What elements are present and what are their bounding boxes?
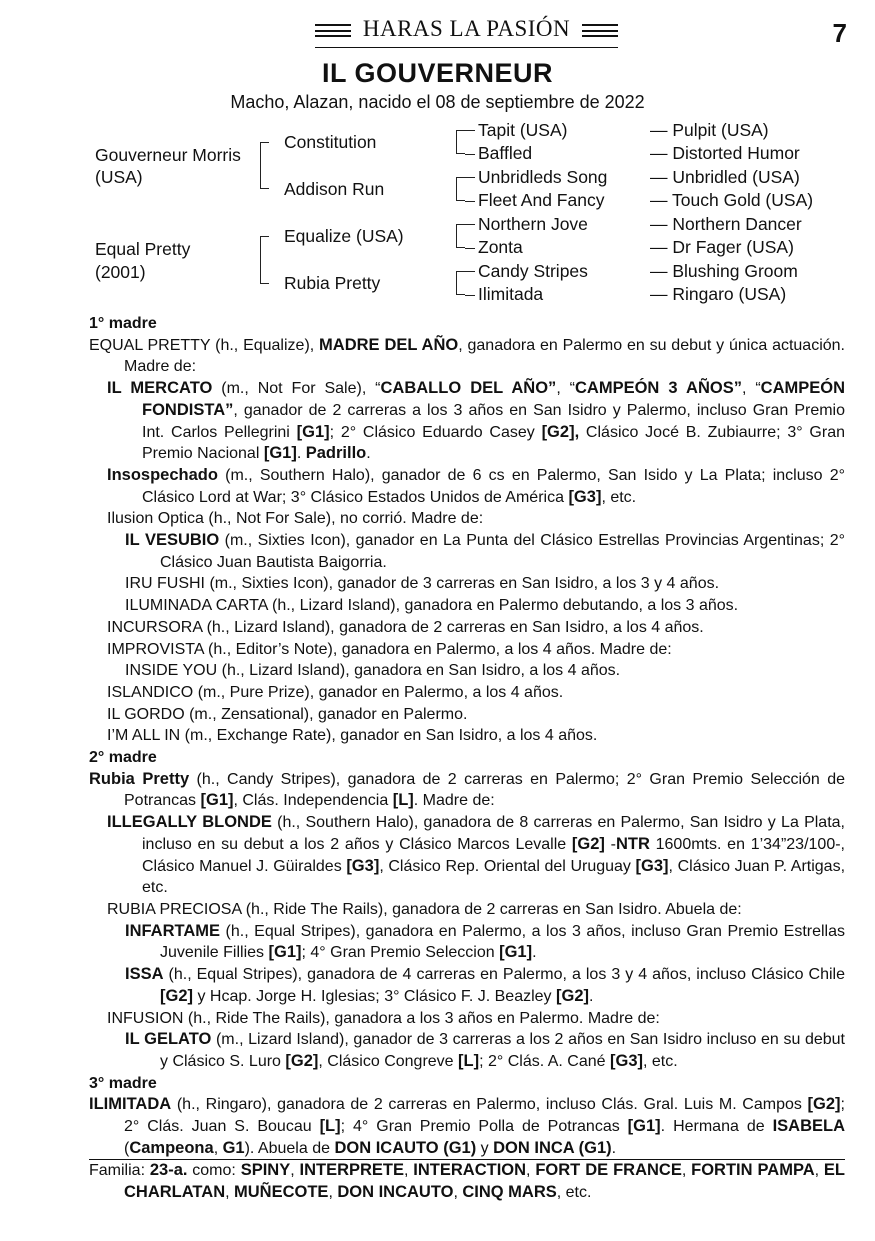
produce-entry (89, 1029, 845, 1072)
sire-name-part2: (USA) (95, 167, 143, 187)
text-run: Familia: (89, 1162, 150, 1180)
bold-text: INTERACTION (413, 1161, 527, 1180)
produce-entry (89, 1159, 845, 1203)
bold-text: SPINY (240, 1161, 291, 1180)
bold-text: [G1] (268, 943, 302, 962)
text-run: , etc. (601, 488, 637, 506)
bold-text: INFARTAME (125, 921, 221, 940)
text-run: ISLANDICO (m., Pure Prize), ganador en Palermo, a los 4 años. (107, 683, 564, 701)
bold-text: [G3] (635, 856, 669, 875)
bold-text: FORTIN PAMPA (691, 1161, 815, 1180)
text-run: . (611, 1139, 617, 1157)
text-run: , etc. (643, 1052, 678, 1070)
section-heading (89, 1073, 845, 1095)
produce-entry (89, 639, 845, 661)
text-run: (h., Equal Stripes), ganadora en Palermo, a los 3 años, incluso Gran Premio Estrellas Juvenile Fillies (160, 922, 845, 962)
bracket-connector (465, 295, 475, 296)
text-run: Ilusion Optica (h., Not For Sale), no corrió. Madre de: (107, 510, 484, 528)
dam-dam: Rubia Pretty (284, 273, 381, 293)
text-run: . (588, 987, 594, 1005)
gen3-candy-stripes: Candy Stripes (478, 261, 588, 281)
text-run: y Hcap. Jorge H. Iglesias; 3° Clásico F. J. Beazley (193, 987, 556, 1005)
text-run: (m., Not For Sale), “ (212, 380, 381, 398)
bold-text: [L] (319, 1117, 341, 1136)
bold-text: [G2] (555, 986, 589, 1005)
bracket-gen3-3 (456, 224, 465, 248)
text-run: Clásico Jocé B. Zubiaurre; 3° Gran Premio Nacional (142, 423, 845, 463)
text-run: y (476, 1139, 494, 1157)
bold-text: ILIMITADA (89, 1095, 172, 1114)
bracket-connector (465, 130, 475, 131)
gen3-unbridleds-song: Unbridleds Song (478, 167, 608, 187)
bold-text: INTERPRETE (299, 1161, 405, 1180)
text-run: INSIDE YOU (h., Lizard Island), ganadora en San Isidro, a los 4 años. (125, 662, 621, 680)
text-run: , Clásico Juan P. Artigas, etc. (142, 857, 846, 897)
section-heading (89, 313, 845, 335)
text-run: , Clás. Independencia (233, 792, 393, 810)
text-run: , Clásico Congreve (318, 1052, 459, 1070)
gen4-touch-gold: — Touch Gold (USA) (650, 190, 814, 210)
horse-name: IL GOUVERNEUR (321, 58, 554, 88)
bold-text: [G3] (610, 1051, 643, 1070)
horse-description: Macho, Alazan, nacido el 08 de septiembre de 2022 (230, 92, 645, 112)
produce-entry (89, 378, 845, 465)
bold-text: IL GELATO (125, 1030, 212, 1049)
produce-entry (89, 1094, 845, 1159)
produce-entry (89, 335, 845, 378)
text-run: EQUAL PRETTY (h., Equalize), (89, 336, 320, 354)
produce-entry (89, 769, 845, 812)
text-run: . (532, 944, 537, 962)
gen4-distorted-humor: — Distorted Humor (650, 143, 800, 163)
text-run: 2° madre (89, 749, 157, 767)
gen4-unbridled: — Unbridled (USA) (650, 167, 800, 187)
text-run: ; 2° Clás. A. Cané (479, 1052, 610, 1070)
text-run: (h., Ringaro), ganadora de 2 carreras en Palermo, incluso Clás. Gral. Luis M. Campos (171, 1096, 808, 1114)
produce-entry (89, 704, 845, 726)
bold-text: Rubia Pretty (89, 769, 190, 788)
text-run: 1° madre (89, 315, 157, 332)
text-run: 1600mts. en 1’34”23/100-, Clásico Manuel J. Güiraldes (142, 835, 845, 875)
page-number: 7 (832, 18, 847, 48)
produce-entry (89, 617, 845, 639)
bold-text: [G1] (499, 943, 533, 962)
text-run: - (604, 835, 616, 853)
produce-entry (89, 1008, 845, 1030)
bold-text: IL VESUBIO (125, 531, 220, 550)
bracket-connector (465, 248, 475, 249)
produce-entry (89, 682, 845, 704)
dam-name-part1: Equal Pretty (95, 239, 191, 259)
bold-text: [G2], (541, 422, 580, 441)
gen4-northern-dancer: — Northern Dancer (650, 214, 802, 234)
text-run: como: (187, 1162, 241, 1180)
bracket-gen3-4 (456, 271, 465, 295)
text-run: , (404, 1162, 414, 1180)
bold-text: MUÑECOTE (234, 1183, 329, 1202)
bold-text: ISSA (125, 965, 164, 984)
bold-text: DON ICAUTO (G1) (334, 1138, 477, 1157)
text-run: IL GORDO (m., Zensational), ganador en Palermo. (107, 705, 468, 723)
text-run: , ganador de 2 carreras a los 3 años en San Isidro y Palermo, incluso Gran Premio Int. Carlos Pellegrini (142, 401, 845, 441)
produce-entry (89, 595, 845, 617)
produce-entry (89, 899, 845, 921)
brand-name: HARAS LA PASIÓN (362, 16, 571, 41)
text-run: ; 2° Clásico Eduardo Casey (329, 423, 542, 441)
text-run: (m., Sixties Icon), ganador en La Punta del Clásico Estrellas Provincias Argentinas; 2° Clásico Juan Bautista Baigorria. (160, 532, 846, 571)
bold-text: CINQ MARS (462, 1183, 557, 1202)
sire-sire: Constitution (284, 132, 377, 152)
gen3-tapit: Tapit (USA) (478, 120, 568, 140)
bold-text: [G3] (346, 856, 380, 875)
bold-text: [L] (458, 1051, 480, 1070)
bracket-gen3-1 (456, 130, 465, 154)
bold-text: [L] (392, 791, 414, 810)
produce-entry (89, 660, 845, 682)
text-run: , (681, 1162, 692, 1180)
bold-text: [G1] (296, 422, 330, 441)
gen3-zonta: Zonta (478, 237, 523, 257)
produce-entry (89, 964, 845, 1007)
text-run: 3° madre (89, 1074, 157, 1092)
produce-entry (89, 725, 845, 747)
bold-text: [G2] (285, 1051, 319, 1070)
text-run: , (328, 1184, 338, 1202)
text-run: RUBIA PRECIOSA (h., Ride The Rails), ganadora de 2 carreras en San Isidro. Abuela de: (107, 900, 742, 918)
text-run: ILUMINADA CARTA (h., Lizard Island), ganadora en Palermo debutando, a los 3 años. (125, 597, 739, 615)
produce-entry (89, 530, 845, 573)
gen3-ilimitada: Ilimitada (478, 284, 544, 304)
bracket-connector (465, 224, 475, 225)
section-heading (89, 747, 845, 769)
bold-text: [G2] (807, 1095, 841, 1114)
text-run: ). Abuela de (244, 1139, 335, 1157)
produce-entry (89, 921, 845, 964)
text-run: , Clásico Rep. Oriental del Uruguay (379, 857, 636, 875)
bold-text: CAMPEÓN 3 AÑOS” (575, 379, 742, 398)
bold-text: 23-a. (149, 1161, 188, 1180)
text-run: . Madre de: (413, 792, 495, 810)
bold-text: [G2] (571, 834, 605, 853)
bold-text: G1 (222, 1138, 245, 1157)
bold-text: CAMPEÓN FONDISTA” (142, 379, 846, 419)
bracket-connector (465, 177, 475, 178)
bold-text: NTR (615, 834, 650, 853)
text-run: INCURSORA (h., Lizard Island), ganadora de 2 carreras en San Isidro, a los 4 años. (107, 618, 704, 636)
text-run: (h., Candy Stripes), ganadora de 2 carreras en Palermo; 2° Gran Premio Selección de Potrancas (124, 770, 846, 810)
bold-text: Campeona (129, 1138, 214, 1157)
text-run: (m., Lizard Island), ganador de 3 carreras a los 2 años en San Isidro incluso en su debut y Clásico S. Luro (160, 1031, 846, 1070)
produce-entry (89, 812, 845, 899)
text-run: ; 4° Gran Premio Polla de Potrancas (340, 1118, 628, 1136)
text-run: , ganadora en Palermo en su debut y única actuación. Madre de: (124, 336, 846, 376)
text-run: INFUSION (h., Ride The Rails), ganadora a los 3 años en Palermo. Madre de: (107, 1009, 660, 1027)
sire-dam: Addison Run (284, 179, 385, 199)
text-run: , (814, 1162, 824, 1180)
sire-name-part1: Gouverneur Morris (95, 145, 241, 165)
bold-text: Insospechado (107, 465, 218, 484)
bold-text: [G3] (568, 487, 602, 506)
bold-text: DON INCAUTO (337, 1183, 454, 1202)
gen3-northern-jove: Northern Jove (478, 214, 588, 234)
bold-text: [G1] (200, 791, 234, 810)
bold-text: FORT DE FRANCE (535, 1161, 682, 1180)
bold-text: IL MERCATO (107, 379, 213, 398)
text-run: , (225, 1184, 235, 1202)
text-run: , (453, 1184, 463, 1202)
bold-text: ISABELA (772, 1117, 845, 1136)
produce-entry (89, 465, 845, 508)
bold-text: CABALLO DEL AÑO” (380, 379, 557, 398)
text-run: , (526, 1162, 536, 1180)
bold-text: DON INCA (G1) (493, 1138, 612, 1157)
text-run: IRU FUSHI (m., Sixties Icon), ganador de 3 carreras en San Isidro, a los 3 y 4 años. (125, 575, 720, 593)
text-run: ; 2° Clás. Juan S. Boucau (124, 1096, 845, 1136)
text-run: (m., Southern Halo), ganador de 6 cs en Palermo, San Isido y La Plata; incluso 2° Clásico Lord at War; 3° Clásico Estados Unidos de América (142, 466, 845, 506)
gen3-fleet-and-fancy: Fleet And Fancy (478, 190, 605, 210)
text-run: (h., Southern Halo), ganadora de 8 carreras en Palermo, San Isidro y La Plata, incluso en su debut a los 2 años y Clásico Marcos Levalle (142, 814, 845, 853)
text-run: ; 4° Gran Premio Seleccion (301, 944, 500, 962)
produce-record (89, 313, 845, 1204)
bold-text: MADRE DEL AÑO (319, 335, 459, 354)
text-run: , etc. (556, 1184, 592, 1202)
bracket-gen3-2 (456, 177, 465, 201)
gen4-ringaro: — Ringaro (USA) (650, 284, 787, 304)
bracket-connector (465, 201, 475, 202)
text-run: , (290, 1162, 300, 1180)
text-run: (h., Equal Stripes), ganadora de 4 carreras en Palermo, a los 3 y 4 años, incluso Clásico Chile (163, 966, 845, 984)
bracket-dam (260, 236, 269, 284)
text-run: ( (124, 1139, 130, 1157)
produce-entry (89, 573, 845, 595)
gen4-dr-fager: — Dr Fager (USA) (650, 237, 794, 257)
text-run: . (296, 445, 306, 463)
gen3-baffled: Baffled (478, 143, 533, 163)
bold-text: Padrillo (305, 444, 367, 463)
text-run: , “ (556, 380, 576, 398)
text-run: , “ (741, 380, 761, 398)
text-run: I’M ALL IN (m., Exchange Rate), ganador en San Isidro, a los 4 años. (107, 727, 598, 745)
bold-text: [G1] (627, 1117, 661, 1136)
text-run: , (213, 1139, 223, 1157)
produce-entry (89, 508, 845, 530)
gen4-blushing-groom: — Blushing Groom (650, 261, 798, 281)
bracket-connector (465, 154, 475, 155)
text-run: . (366, 445, 371, 463)
bold-text: ILLEGALLY BLONDE (107, 813, 272, 832)
dam-name-part2: (2001) (95, 262, 146, 282)
bracket-sire (260, 142, 269, 189)
bold-text: [G1] (263, 444, 297, 463)
bold-text: [G2] (160, 986, 193, 1005)
text-run: . Hermana de (660, 1118, 773, 1136)
bracket-connector (465, 271, 475, 272)
dam-sire: Equalize (USA) (284, 226, 404, 246)
text-run: IMPROVISTA (h., Editor’s Note), ganadora en Palermo, a los 4 años. Madre de: (107, 640, 672, 658)
bold-text: EL CHARLATAN (124, 1161, 846, 1202)
pedigree-chart (0, 0, 875, 320)
gen4-pulpit: — Pulpit (USA) (650, 120, 769, 140)
